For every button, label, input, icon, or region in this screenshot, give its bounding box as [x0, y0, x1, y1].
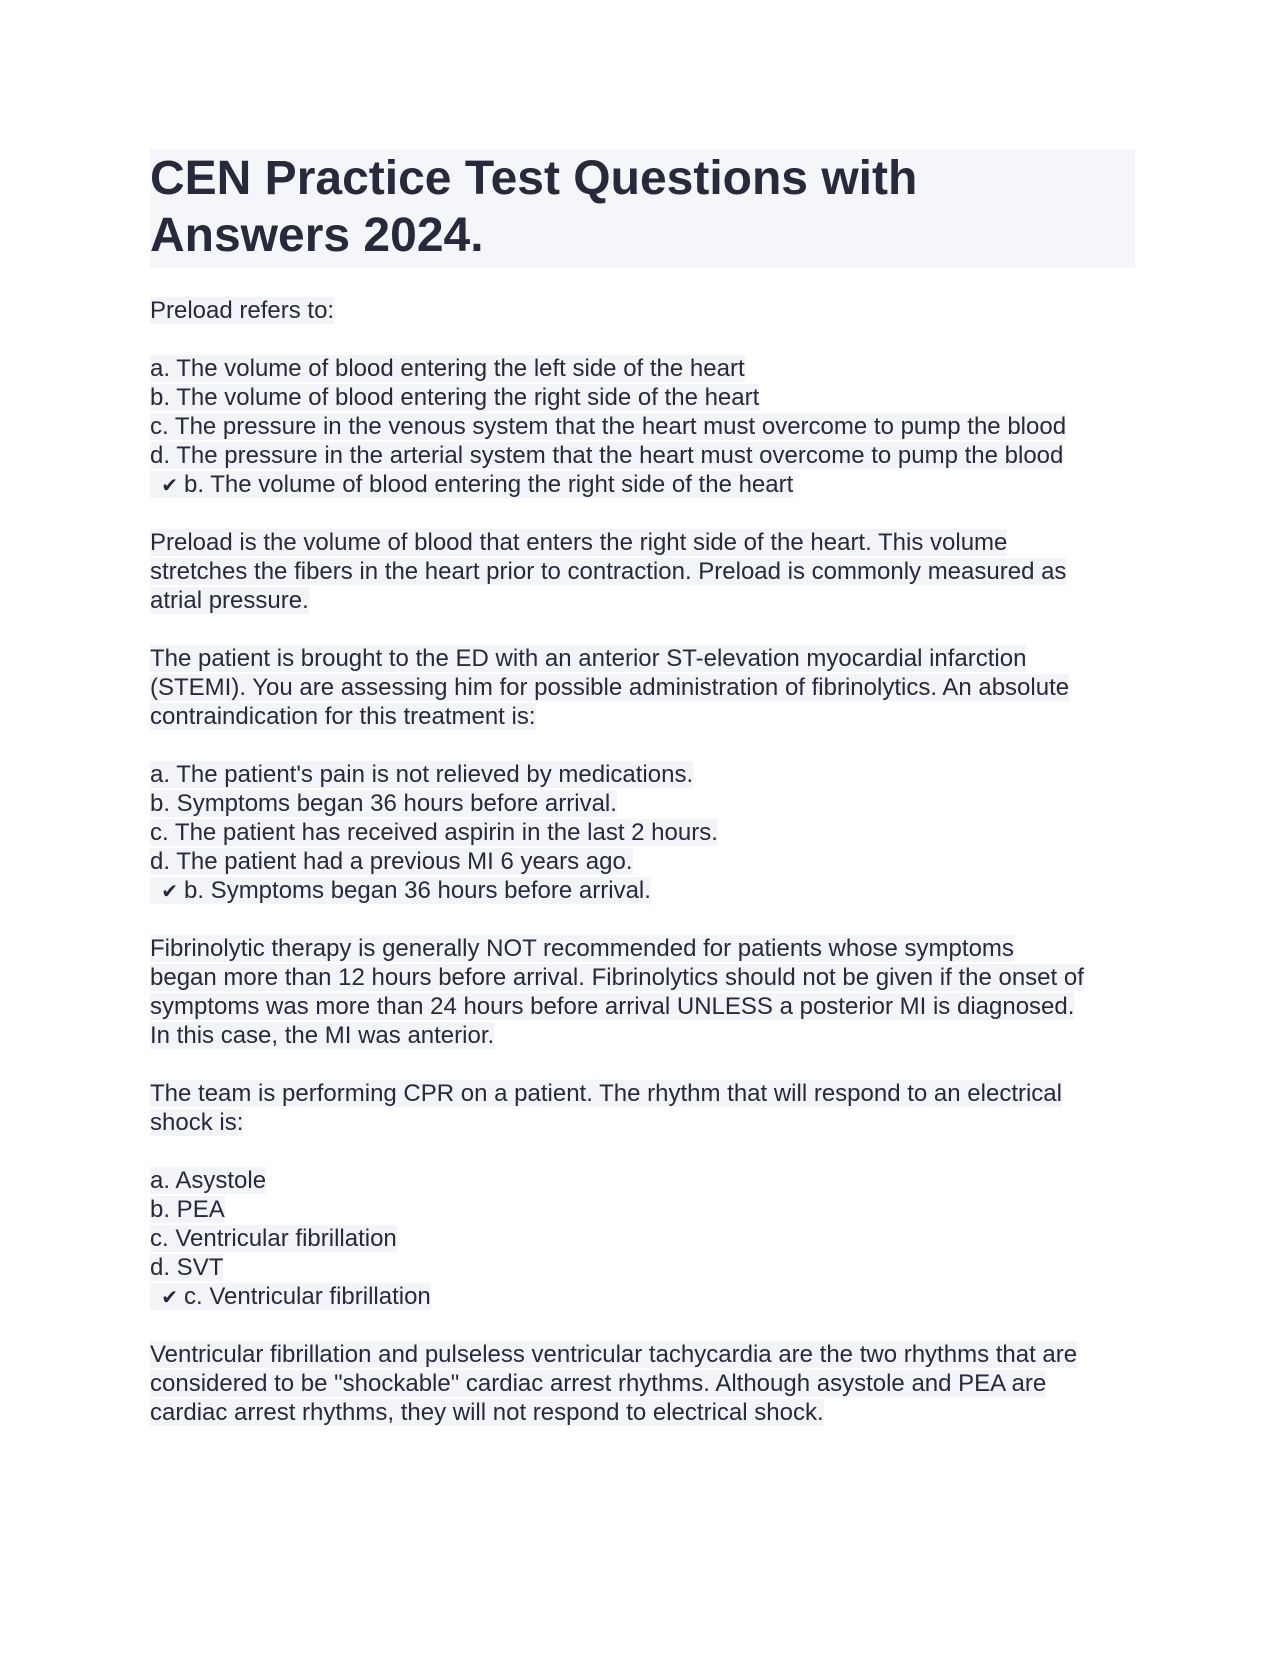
question-1-options	[150, 354, 1135, 499]
option-b: b. PEA	[150, 1196, 225, 1223]
question-1-explanation	[150, 528, 1135, 615]
question-2-explanation	[150, 934, 1135, 1050]
document-page	[150, 149, 1135, 1456]
check-mark-icon: ✔	[161, 473, 178, 497]
option-b: b. The volume of blood entering the right side of the heart	[150, 384, 760, 411]
check-mark-icon: ✔	[161, 879, 178, 903]
explanation-line: stretches the fibers in the heart prior to contraction. Preload is commonly measured as	[150, 558, 1067, 585]
explanation-line: atrial pressure.	[150, 587, 309, 614]
option-c: c. The pressure in the venous system that the heart must overcome to pump the blood	[150, 413, 1067, 440]
question-1-prompt	[150, 296, 1135, 325]
option-d: d. The patient had a previous MI 6 years ago.	[150, 848, 633, 875]
explanation-line: considered to be "shockable" cardiac arrest rhythms. Although asystole and PEA are	[150, 1370, 1047, 1397]
question-prompt-line: The team is performing CPR on a patient. The rhythm that will respond to an electrical	[150, 1080, 1062, 1107]
document-title-line-1: CEN Practice Test Questions with	[150, 152, 918, 205]
check-mark-icon: ✔	[161, 1285, 178, 1309]
correct-answer	[150, 470, 1135, 499]
option-a: a. Asystole	[150, 1167, 267, 1194]
question-2-prompt	[150, 644, 1135, 731]
explanation-line: began more than 12 hours before arrival. Fibrinolytics should not be given if the onset of	[150, 964, 1084, 991]
document-title-line-2: Answers 2024.	[150, 209, 484, 262]
explanation-line: Preload is the volume of blood that enters the right side of the heart. This volume	[150, 529, 1008, 556]
question-prompt-line: The patient is brought to the ED with an anterior ST-elevation myocardial infarction	[150, 645, 1027, 672]
option-a: a. The patient's pain is not relieved by medications.	[150, 761, 694, 788]
question-prompt-line: Preload refers to:	[150, 297, 335, 324]
correct-answer-text: c. Ventricular fibrillation	[184, 1283, 431, 1310]
explanation-line: Fibrinolytic therapy is generally NOT recommended for patients whose symptoms	[150, 935, 1014, 962]
correct-answer-text: b. The volume of blood entering the right side of the heart	[184, 471, 794, 498]
question-3-options	[150, 1166, 1135, 1311]
correct-answer	[150, 1282, 1135, 1311]
explanation-line: cardiac arrest rhythms, they will not respond to electrical shock.	[150, 1399, 824, 1426]
question-3-explanation	[150, 1340, 1135, 1427]
correct-answer-text: b. Symptoms began 36 hours before arrival.	[184, 877, 651, 904]
question-prompt-line: (STEMI). You are assessing him for possible administration of fibrinolytics. An absolute	[150, 674, 1070, 701]
question-prompt-line: shock is:	[150, 1109, 244, 1136]
explanation-line: Ventricular fibrillation and pulseless ventricular tachycardia are the two rhythms that are	[150, 1341, 1078, 1368]
correct-answer	[150, 876, 1135, 905]
explanation-line: In this case, the MI was anterior.	[150, 1022, 495, 1049]
question-2-options	[150, 760, 1135, 905]
option-c: c. Ventricular fibrillation	[150, 1225, 397, 1252]
explanation-line: symptoms was more than 24 hours before arrival UNLESS a posterior MI is diagnosed.	[150, 993, 1075, 1020]
option-c: c. The patient has received aspirin in the last 2 hours.	[150, 819, 718, 846]
option-a: a. The volume of blood entering the left side of the heart	[150, 355, 745, 382]
question-3-prompt	[150, 1079, 1135, 1137]
question-prompt-line: contraindication for this treatment is:	[150, 703, 536, 730]
option-d: d. SVT	[150, 1254, 224, 1281]
option-d: d. The pressure in the arterial system that the heart must overcome to pump the blood	[150, 442, 1064, 469]
document-title	[150, 149, 1135, 264]
document-title-block	[150, 149, 1135, 268]
option-b: b. Symptoms began 36 hours before arrival.	[150, 790, 617, 817]
